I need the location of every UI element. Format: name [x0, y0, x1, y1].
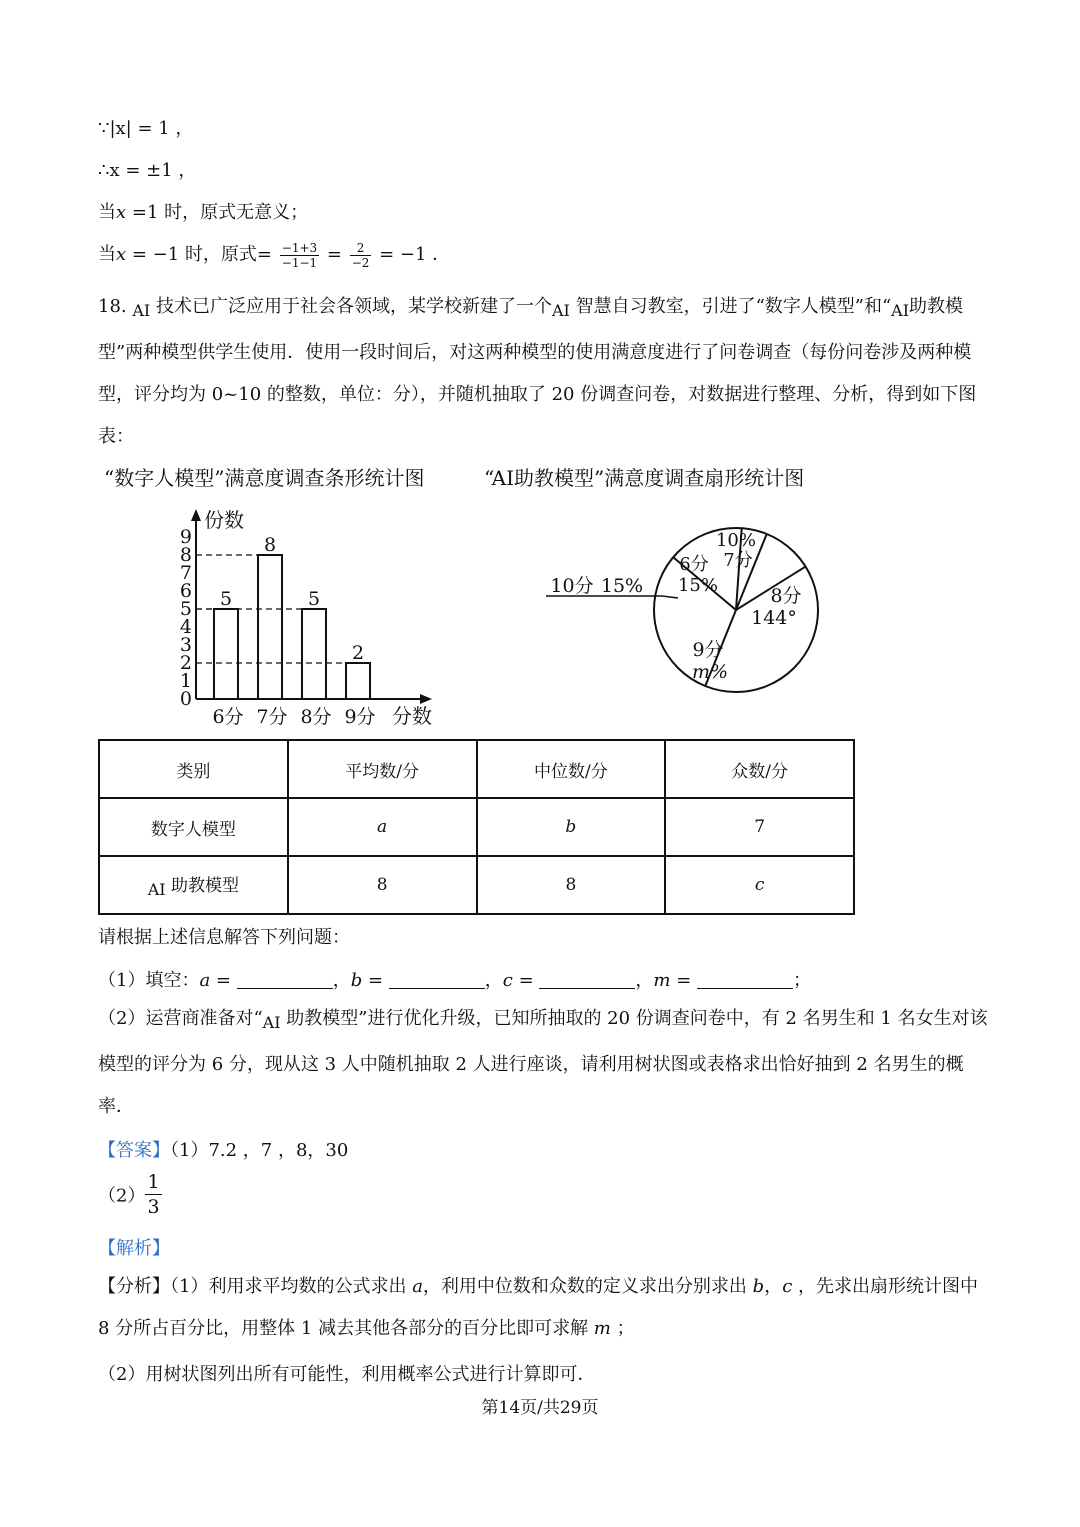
question-text-1: 技术已广泛应用于社会各领域，某学校新建了一个	[150, 296, 552, 317]
slice-pct-label: m%	[691, 661, 729, 683]
table-cell: a	[288, 798, 477, 856]
slice-pct-label: 144°	[751, 607, 797, 629]
solution-line-3	[98, 198, 308, 224]
fx-text-4: ，先求出扇形统计图中 8 分所占百分比，用整体 1 减去其他各部分的百分比即可求解	[98, 1276, 979, 1339]
y-tick-label: 3	[179, 634, 192, 656]
sep: ，	[484, 970, 503, 991]
eq: =	[210, 970, 237, 991]
bar-value-label: 2	[351, 642, 365, 664]
analysis-tag	[98, 1234, 170, 1260]
y-tick-label: 0	[179, 688, 192, 710]
x-tick-label: 8分	[300, 706, 332, 728]
var-c: c	[782, 1276, 793, 1297]
table-header-cell: 众数/分	[665, 740, 854, 798]
var-b: b	[752, 1276, 765, 1297]
slice-label: 6分	[679, 554, 709, 575]
fraction-2	[350, 241, 372, 270]
var-x: x	[116, 244, 127, 265]
question-text-2: 智慧自习教室，引进了“数字人模型”和“	[569, 296, 892, 317]
prompt-intro: 请根据上述信息解答下列问题：	[98, 927, 350, 948]
slice-label: 7分	[723, 550, 753, 571]
bar	[214, 609, 238, 699]
slice-label: 10分	[550, 575, 594, 597]
prompt-q1	[98, 966, 811, 992]
bar-value-label: 5	[307, 588, 321, 610]
table-row	[99, 798, 854, 856]
table-header-cell: 中位数/分	[477, 740, 666, 798]
eq: =	[512, 970, 540, 991]
solution-line-4-mid: = −1 时，原式=	[126, 244, 273, 265]
var-m: m	[593, 1318, 611, 1339]
answer-line-2	[98, 1170, 162, 1219]
slice-pct-label: 15%	[600, 575, 644, 597]
y-tick-label: 4	[179, 616, 192, 638]
q2-text-2: 助教模型”进行优化升级，已知所抽取的 20 份调查问卷中，有 2 名男生和 1 名女生对该模型的评分为 6 分，现从这 3 人中随机抽取 2 人进行座谈，请利用树状图或表格求出恰好抽到 2 名男生的概率．	[98, 1008, 988, 1117]
bar-chart-title: “数字人模型”满意度调查条形统计图	[104, 466, 425, 490]
eq: =	[670, 970, 698, 991]
bar-chart	[170, 505, 460, 730]
fx-tag: 【分析】	[98, 1276, 170, 1297]
slice-label: 8分	[770, 585, 802, 607]
solution-line-4	[98, 240, 450, 270]
answer-1: （1）7.2 ，7 ，8，30	[170, 1140, 349, 1161]
answer-line-1	[98, 1136, 348, 1162]
y-tick-label: 8	[179, 544, 192, 566]
fraction-1-den: −1−1	[281, 255, 318, 270]
var-a: a	[412, 1276, 423, 1297]
y-tick-label: 5	[179, 598, 192, 620]
y-tick-label: 2	[179, 652, 192, 674]
pie-chart-title: “AI助教模型”满意度调查扇形统计图	[484, 466, 805, 490]
var-b: b	[350, 970, 363, 991]
solution-line-4-end: = −1 ．	[373, 244, 451, 265]
fraction-2-den: −2	[351, 255, 370, 270]
blank-b	[389, 970, 485, 989]
table-cell-text: 助教模型	[165, 876, 240, 896]
y-axis-label: 份数	[204, 508, 244, 532]
fraction-1-num: −1+3	[281, 240, 318, 255]
answer-2-label: （2）	[98, 1185, 146, 1207]
blank-m	[697, 970, 793, 989]
solution-line-2: ∴x = ±1 ，	[98, 160, 197, 181]
q2-text-1: （2）运营商准备对“	[98, 1008, 263, 1029]
eq: =	[362, 970, 389, 991]
fraction-2-num: 2	[350, 241, 372, 256]
table-header-cell: 类别	[99, 740, 288, 798]
var-x: x	[116, 202, 127, 223]
prompt-q2	[98, 998, 988, 1128]
x-axis-arrow	[420, 694, 432, 704]
table-header-cell: 平均数/分	[288, 740, 477, 798]
question-18	[98, 286, 988, 458]
fx-text-3: ，	[764, 1276, 783, 1297]
blank-c	[539, 970, 635, 989]
bar	[346, 663, 370, 699]
fx-text-5: ；	[610, 1318, 635, 1339]
ai-label: AI	[551, 301, 570, 320]
solution-line-3-text: 当	[98, 202, 116, 223]
answer-fraction	[145, 1170, 161, 1219]
table-row	[99, 856, 854, 914]
solution-line-1: ∵|x| = 1 ，	[98, 118, 194, 139]
blank-a	[237, 970, 333, 989]
answer-fraction-den: 3	[147, 1196, 160, 1218]
table-cell: 数字人模型	[99, 798, 288, 856]
table-cell	[99, 856, 288, 914]
sep: ，	[332, 970, 351, 991]
x-tick-label: 9分	[344, 706, 376, 728]
y-axis-arrow	[191, 509, 201, 521]
slice-label: 9分	[692, 639, 724, 661]
end: ；	[793, 970, 812, 991]
table-cell: 8	[288, 856, 477, 914]
x-tick-label: 6分	[212, 706, 244, 728]
stats-table	[98, 739, 855, 915]
question-number: 18.	[98, 296, 133, 317]
pie-chart	[540, 520, 840, 700]
bar-value-label: 8	[263, 534, 277, 556]
table-cell: 8	[477, 856, 666, 914]
var-a: a	[199, 970, 211, 991]
var-c: c	[502, 970, 513, 991]
page-footer: 第14页/共29页	[481, 1398, 599, 1418]
ai-label: AI	[262, 1013, 281, 1032]
bar	[258, 555, 282, 699]
analysis-tag-text: 【解析】	[98, 1238, 170, 1259]
analysis-paragraph	[98, 1266, 988, 1350]
solution-line-4-text: 当	[98, 244, 116, 265]
sep: ，	[635, 970, 654, 991]
y-tick-label: 6	[179, 580, 192, 602]
fraction-1	[280, 241, 319, 270]
bar-value-label: 5	[219, 588, 233, 610]
ai-label: AI	[891, 301, 910, 320]
bar	[302, 609, 326, 699]
x-axis-label: 分数	[392, 704, 432, 728]
equals: =	[321, 244, 348, 265]
x-tick-label: 7分	[256, 706, 288, 728]
y-tick-label: 1	[179, 670, 192, 692]
fx-text-2: ，利用中位数和众数的定义求出分别求出	[422, 1276, 753, 1297]
analysis-line-2: （2）用树状图列出所有可能性，利用概率公式进行计算即可．	[98, 1364, 596, 1385]
question-text-3: 助教模型”两种模型供学生使用．使用一段时间后，对这两种模型的使用满意度进行了问卷调查（每份问卷涉及两种模型，评分均为 0~10 的整数，单位：分），并随机抽取了 20 份调查问卷，对数据进行整理、分析，得到如下图表：	[98, 296, 977, 447]
table-cell: b	[477, 798, 666, 856]
fx-text-1: （1）利用求平均数的公式求出	[170, 1276, 413, 1297]
ai-label: AI	[132, 301, 151, 320]
q1-label: （1）填空：	[98, 970, 200, 991]
table-header-row	[99, 740, 854, 798]
var-m: m	[653, 970, 671, 991]
answer-tag: 【答案】	[98, 1140, 170, 1161]
y-tick-label: 9	[179, 526, 192, 548]
answer-fraction-num: 1	[147, 1171, 160, 1193]
slice-pct-label: 10%	[715, 530, 757, 551]
slice-pct-label: 15%	[677, 575, 719, 596]
ai-label: AI	[147, 880, 166, 899]
table-cell: 7	[665, 798, 854, 856]
solution-line-3-rest: =1 时，原式无意义；	[126, 202, 309, 223]
y-tick-label: 7	[179, 562, 192, 584]
table-cell: c	[665, 856, 854, 914]
